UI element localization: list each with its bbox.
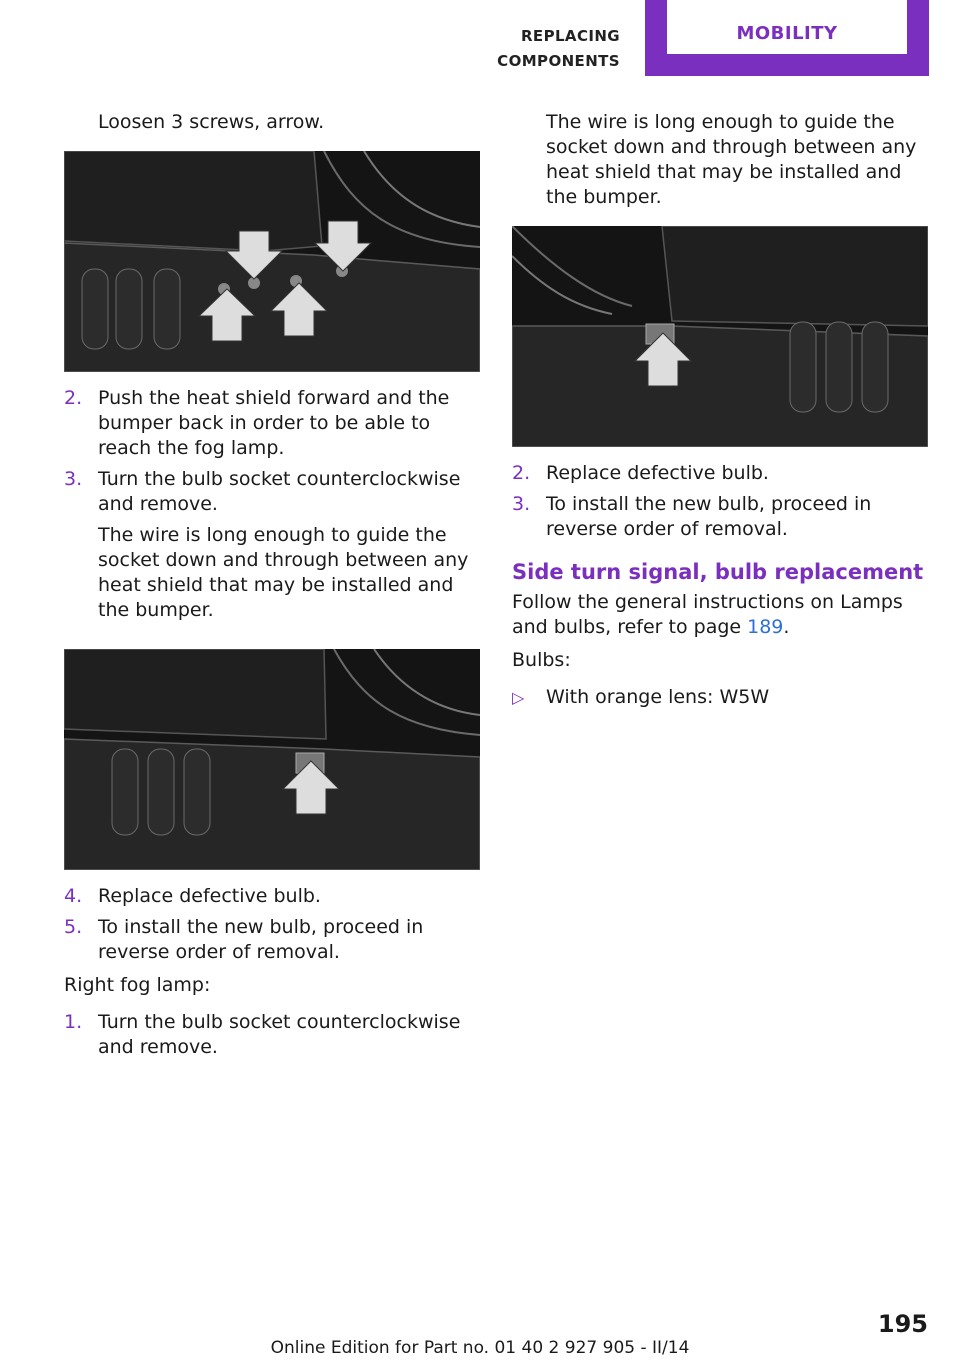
step-item bbox=[64, 915, 480, 965]
step-text: Turn the bulb socket counterclockwise and remove. bbox=[98, 468, 461, 515]
step-number: 3. bbox=[64, 468, 83, 490]
right-column bbox=[512, 110, 928, 710]
left-column bbox=[64, 110, 480, 1060]
step-text: Turn the bulb socket counterclockwise and remove. bbox=[98, 1011, 461, 1058]
right-fog-label: Right fog lamp: bbox=[64, 974, 211, 996]
step-item bbox=[64, 386, 480, 461]
step-number: 5. bbox=[64, 916, 83, 938]
footer-edition: Online Edition for Part no. 01 40 2 927 905 - II/14 bbox=[270, 1338, 690, 1358]
triangle-bullet-icon: ▷ bbox=[512, 688, 525, 707]
page-number: 195 bbox=[877, 1310, 928, 1338]
section-title: REPLACING COMPONENTS bbox=[497, 27, 620, 70]
step-number: 1. bbox=[64, 1011, 83, 1033]
step-item bbox=[64, 467, 480, 517]
section-heading: Side turn signal, bulb replacement bbox=[512, 560, 924, 584]
step-number: 2. bbox=[64, 387, 83, 409]
chapter-tab bbox=[645, 0, 929, 76]
step-text: Push the heat shield forward and the bumper back in order to be able to reach the fog lamp. bbox=[98, 387, 450, 459]
note-text: The wire is long enough to guide the socket down and through between any heat shield that may be installed and the bumper. bbox=[546, 111, 917, 208]
step-number: 2. bbox=[512, 462, 531, 484]
step-item bbox=[64, 884, 480, 909]
bullet-item bbox=[512, 685, 928, 710]
intro-text: Loosen 3 screws, arrow. bbox=[98, 111, 325, 133]
general-text: Follow the general instructions on Lamps and bulbs, refer to page bbox=[512, 591, 903, 638]
step-number: 3. bbox=[512, 493, 531, 515]
step-text: Replace defective bulb. bbox=[546, 462, 769, 484]
bullet-text: With orange lens: W5W bbox=[546, 686, 770, 708]
general-text-end: . bbox=[783, 616, 790, 638]
step-number: 4. bbox=[64, 885, 83, 907]
step-item bbox=[512, 492, 928, 542]
step-text: To install the new bulb, proceed in reverse order of removal. bbox=[98, 916, 424, 963]
general-instructions bbox=[512, 590, 928, 640]
bulbs-label: Bulbs: bbox=[512, 649, 571, 671]
step-text: To install the new bulb, proceed in reverse order of removal. bbox=[546, 493, 872, 540]
page-reference-link[interactable]: 189 bbox=[747, 616, 784, 638]
figure-socket-right bbox=[512, 226, 928, 447]
step-item bbox=[512, 461, 928, 486]
figure-socket-left bbox=[64, 649, 480, 870]
step-item bbox=[64, 1010, 480, 1060]
step-text: Replace defective bulb. bbox=[98, 885, 321, 907]
chapter-title: MOBILITY bbox=[667, 0, 907, 54]
note-text: The wire is long enough to guide the socket down and through between any heat shield that may be installed and the bumper. bbox=[98, 524, 469, 621]
figure-screws bbox=[64, 151, 480, 372]
